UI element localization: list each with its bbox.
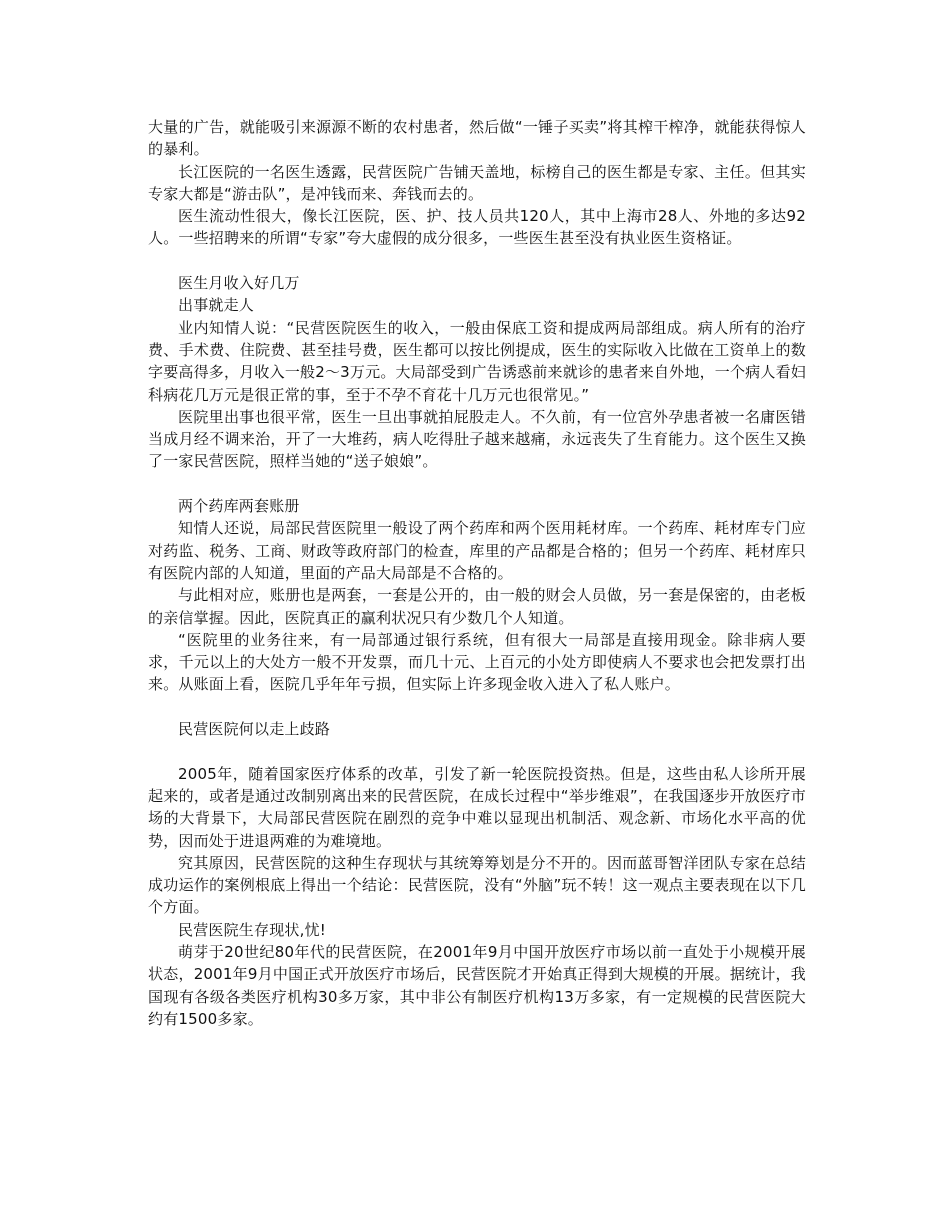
paragraph: “医院里的业务往来，有一局部通过银行系统，但有很大一局部是直接用现金。除非病人要求，千元以上的大处方一般不开发票，而几十元、上百元的小处方即使病人不要求也会把发票打出来。从账面上看，医院几乎年年亏损，但实际上许多现金收入进入了私人账户。 — [148, 630, 806, 694]
paragraph: 与此相对应，账册也是两套，一套是公开的，由一般的财会人员做，另一套是保密的，由老板的亲信掌握。因此，医院真正的赢利状况只有少数几个人知道。 — [148, 586, 806, 627]
paragraph: 2005年，随着国家医疗体系的改革，引发了新一轮医院投资热。但是，这些由私人诊所开展起来的，或者是通过改制别离出来的民营医院，在成长过程中“举步维艰”，在我国逐步开放医疗市场的大背景下，大局部民营医院在剧烈的竞争中难以显现出机制活、观念新、市场化水平高的优势，因而处于进退两难的为难境地。 — [148, 764, 806, 850]
paragraph: 医生流动性很大，像长江医院，医、护、技人员共120人，其中上海市28人、外地的多达92人。一些招聘来的所谓“专家”夸大虚假的成分很多，一些医生甚至没有执业医生资格证。 — [148, 207, 806, 248]
paragraph: 大量的广告，就能吸引来源源不断的农村患者，然后做“一锤子买卖”将其榨干榨净，就能获得惊人的暴利。 — [148, 118, 806, 159]
section-heading: 民营医院何以走上歧路 — [178, 720, 331, 739]
blank-line — [148, 696, 806, 718]
document-page — [148, 116, 806, 1030]
section-heading: 两个药库两套账册 — [178, 497, 300, 516]
section-heading: 民营医院生存现状,忧! — [178, 920, 326, 939]
paragraph: 医院里出事也很平常，医生一旦出事就拍屁股走人。不久前，有一位宫外孕患者被一名庸医错当成月经不调来治，开了一大堆药，病人吃得肚子越来越痛，永远丧失了生育能力。这个医生又换了一家民营医院，照样当她的“送子娘娘”。 — [148, 407, 806, 471]
blank-line — [148, 473, 806, 495]
paragraph: 萌芽于20世纪80年代的民营医院，在2001年9月中国开放医疗市场以前一直处于小规模开展状态，2001年9月中国正式开放医疗市场后，民营医院才开始真正得到大规模的开展。据统计，我国现有各级各类医疗机构30多万家，其中非公有制医疗机构13万多家，有一定规模的民营医院大约有1500多家。 — [148, 942, 806, 1028]
section-heading: 出事就走人 — [178, 296, 255, 315]
blank-line — [148, 740, 806, 762]
blank-line — [148, 250, 806, 272]
paragraph: 知情人还说，局部民营医院里一般设了两个药库和两个医用耗材库。一个药库、耗材库专门应对药监、税务、工商、财政等政府部门的检查，库里的产品都是合格的；但另一个药库、耗材库只有医院内部的人知道，里面的产品大局部是不合格的。 — [148, 519, 806, 582]
paragraph: 长江医院的一名医生透露，民营医院广告铺天盖地，标榜自己的医生都是专家、主任。但其实专家大都是“游击队”，是冲钱而来、奔钱而去的。 — [148, 162, 806, 203]
paragraph: 究其原因，民营医院的这种生存现状与其统筹筹划是分不开的。因而蓝哥智洋团队专家在总结成功运作的案例根底上得出一个结论：民营医院，没有“外脑”玩不转！这一观点主要表现在以下几个方面。 — [148, 853, 806, 917]
paragraph: 业内知情人说：“民营医院医生的收入，一般由保底工资和提成两局部组成。病人所有的治疗费、手术费、住院费、甚至挂号费，医生都可以按比例提成，医生的实际收入比做在工资单上的数字要高得多，月收入一般2～3万元。大局部受到广告诱惑前来就诊的患者来自外地，一个病人看妇科病花几万元是很正常的事，至于不孕不育花十几万元也很常见。” — [148, 318, 806, 404]
section-heading: 医生月收入好几万 — [178, 274, 300, 293]
